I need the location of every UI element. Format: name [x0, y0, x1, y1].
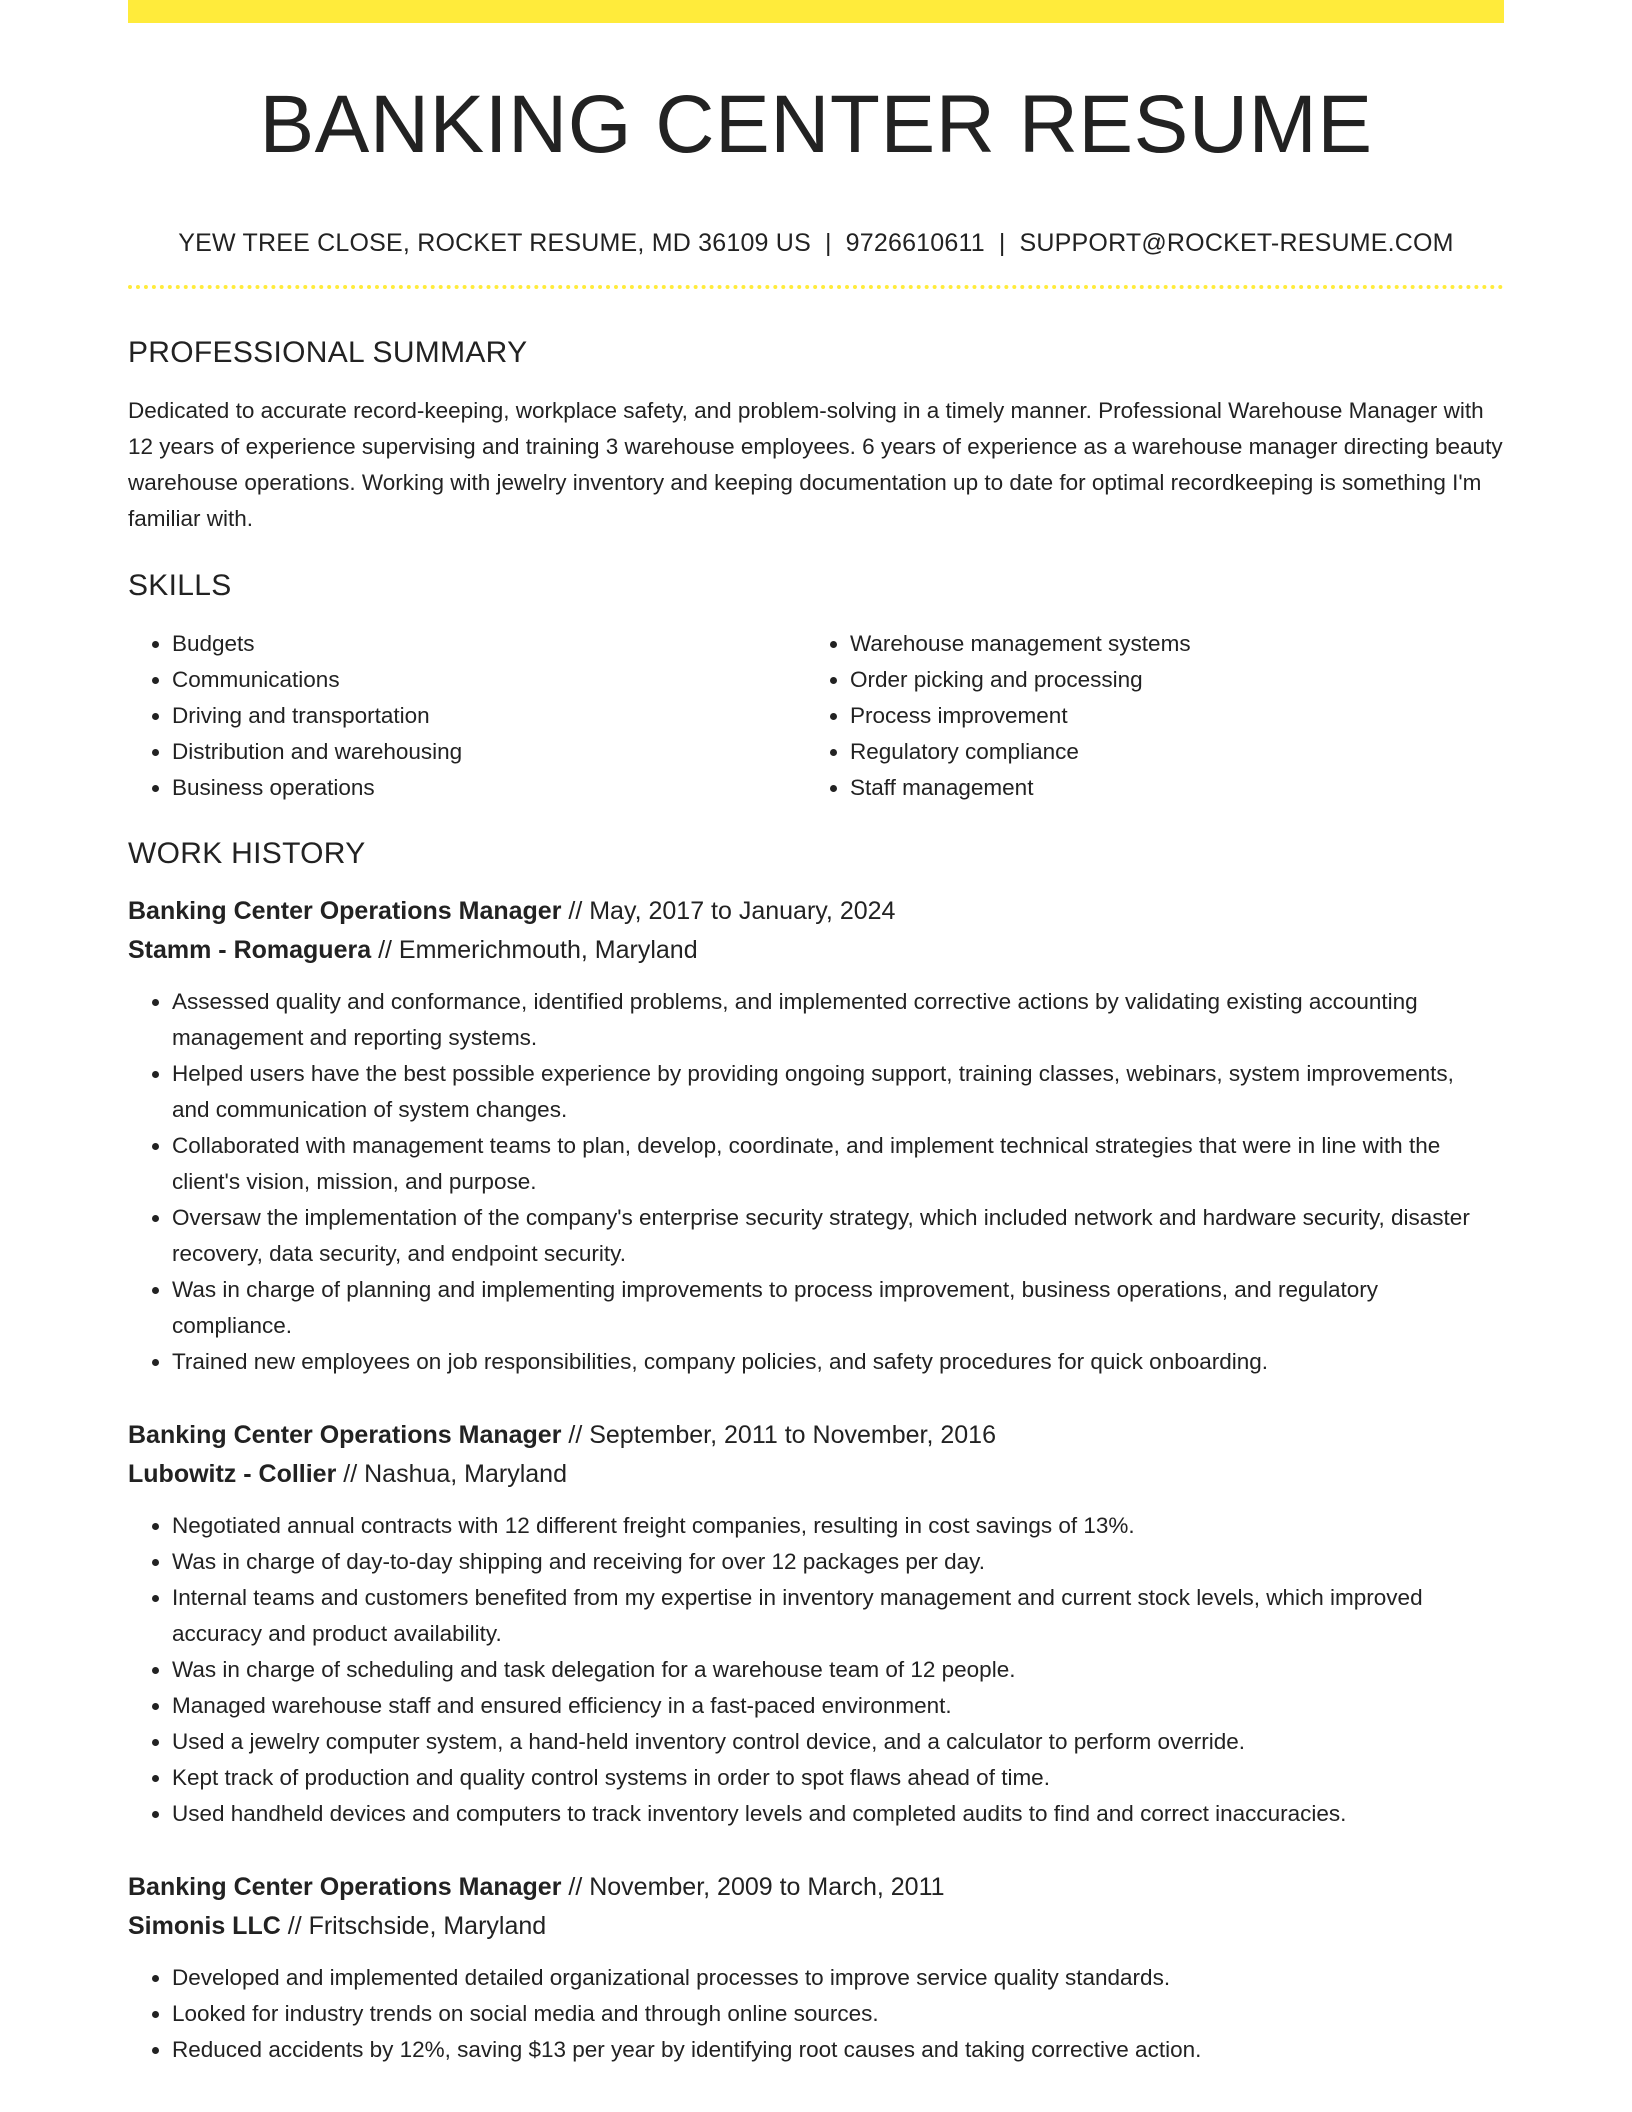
list-item: • Used a jewelry computer system, a hand-held inventory control device, and a calculator to perform override.	[172, 1724, 1504, 1760]
job-title: Banking Center Operations Manager	[128, 1873, 562, 1902]
skill-item: • Warehouse management systems	[850, 626, 1484, 662]
job-entry	[128, 892, 1504, 1380]
list-item: • Was in charge of day-to-day shipping and receiving for over 12 packages per day.	[172, 1544, 1504, 1580]
skills-list	[128, 626, 1504, 806]
job-bullets	[128, 984, 1504, 1380]
list-item: • Kept track of production and quality control systems in order to spot flaws ahead of time.	[172, 1760, 1504, 1796]
job-dates: // November, 2009 to March, 2011	[561, 1873, 945, 1902]
skill-item: • Distribution and warehousing	[172, 734, 806, 770]
list-item: • Reduced accidents by 12%, saving $13 per year by identifying root causes and taking corrective action.	[172, 2032, 1504, 2068]
list-item: • Was in charge of planning and implementing improvements to process improvement, business operations, and regulatory compliance.	[172, 1272, 1504, 1344]
skill-item: • Communications	[172, 662, 806, 698]
summary-heading: PROFESSIONAL SUMMARY	[128, 336, 528, 370]
contact-address: YEW TREE CLOSE, ROCKET RESUME, MD 36109 US	[178, 229, 811, 258]
job-location: // Fritschside, Maryland	[280, 1912, 547, 1941]
job-bullets	[128, 1960, 1504, 2068]
contact-separator: |	[998, 229, 1006, 258]
resume-title: BANKING CENTER RESUME	[259, 79, 1373, 170]
job-company-line	[128, 931, 1504, 970]
list-item: • Negotiated annual contracts with 12 different freight companies, resulting in cost savings of 13%.	[172, 1508, 1504, 1544]
skill-item: • Process improvement	[850, 698, 1484, 734]
skill-item: • Regulatory compliance	[850, 734, 1484, 770]
job-dates: // September, 2011 to November, 2016	[561, 1421, 996, 1450]
list-item: • Assessed quality and conformance, identified problems, and implemented corrective actions by validating existing accounting management and reporting systems.	[172, 984, 1504, 1056]
job-location: // Emmerichmouth, Maryland	[371, 936, 698, 965]
work-history-heading: WORK HISTORY	[128, 837, 366, 871]
job-entry	[128, 1416, 1504, 1832]
job-title-line	[128, 1416, 1504, 1455]
list-item: • Oversaw the implementation of the company's enterprise security strategy, which included network and hardware security, disaster recovery, data security, and endpoint security.	[172, 1200, 1504, 1272]
top-accent-bar	[128, 0, 1504, 23]
list-item: • Trained new employees on job responsibilities, company policies, and safety procedures for quick onboarding.	[172, 1344, 1504, 1380]
job-bullets	[128, 1508, 1504, 1832]
job-dates: // May, 2017 to January, 2024	[561, 897, 896, 926]
list-item: • Internal teams and customers benefited from my expertise in inventory management and current stock levels, which improved accuracy and product availability.	[172, 1580, 1504, 1652]
summary-text: Dedicated to accurate record-keeping, workplace safety, and problem-solving in a timely manner. Professional Warehouse Manager with 12 years of experience supervising and training 3 warehouse employees. 6 years of experience as a warehouse manager directing beauty warehouse operations. Working with jewelry inventory and keeping documentation up to date for optimal recordkeeping is something I'm familiar with.	[128, 398, 1503, 532]
job-company-line	[128, 1907, 1504, 1946]
contact-line	[128, 228, 1504, 258]
skill-item: • Staff management	[850, 770, 1484, 806]
job-company-line	[128, 1455, 1504, 1494]
skill-item: • Budgets	[172, 626, 806, 662]
job-title: Banking Center Operations Manager	[128, 897, 562, 926]
contact-separator: |	[824, 229, 832, 258]
job-title-line	[128, 892, 1504, 931]
list-item: • Developed and implemented detailed organizational processes to improve service quality standards.	[172, 1960, 1504, 1996]
list-item: • Used handheld devices and computers to track inventory levels and completed audits to find and correct inaccuracies.	[172, 1796, 1504, 1832]
skills-column-right	[806, 626, 1484, 806]
job-company: Stamm - Romaguera	[128, 936, 372, 965]
list-item: • Looked for industry trends on social media and through online sources.	[172, 1996, 1504, 2032]
dotted-divider	[128, 285, 1504, 289]
contact-email: SUPPORT@ROCKET-RESUME.COM	[1019, 229, 1454, 258]
job-entry	[128, 1868, 1504, 2068]
job-location: // Nashua, Maryland	[336, 1460, 567, 1489]
skill-item: • Order picking and processing	[850, 662, 1484, 698]
skill-item: • Business operations	[172, 770, 806, 806]
list-item: • Was in charge of scheduling and task delegation for a warehouse team of 12 people.	[172, 1652, 1504, 1688]
skills-heading: SKILLS	[128, 569, 232, 603]
job-company: Lubowitz - Collier	[128, 1460, 337, 1489]
job-company: Simonis LLC	[128, 1912, 281, 1941]
skills-column-left	[128, 626, 806, 806]
resume-page	[128, 0, 1504, 2068]
list-item: • Managed warehouse staff and ensured efficiency in a fast-paced environment.	[172, 1688, 1504, 1724]
contact-phone: 9726610611	[845, 229, 985, 258]
job-title: Banking Center Operations Manager	[128, 1421, 562, 1450]
job-title-line	[128, 1868, 1504, 1907]
list-item: • Collaborated with management teams to plan, develop, coordinate, and implement technical strategies that were in line with the client's vision, mission, and purpose.	[172, 1128, 1504, 1200]
skill-item: • Driving and transportation	[172, 698, 806, 734]
list-item: • Helped users have the best possible experience by providing ongoing support, training classes, webinars, system improvements, and communication of system changes.	[172, 1056, 1504, 1128]
